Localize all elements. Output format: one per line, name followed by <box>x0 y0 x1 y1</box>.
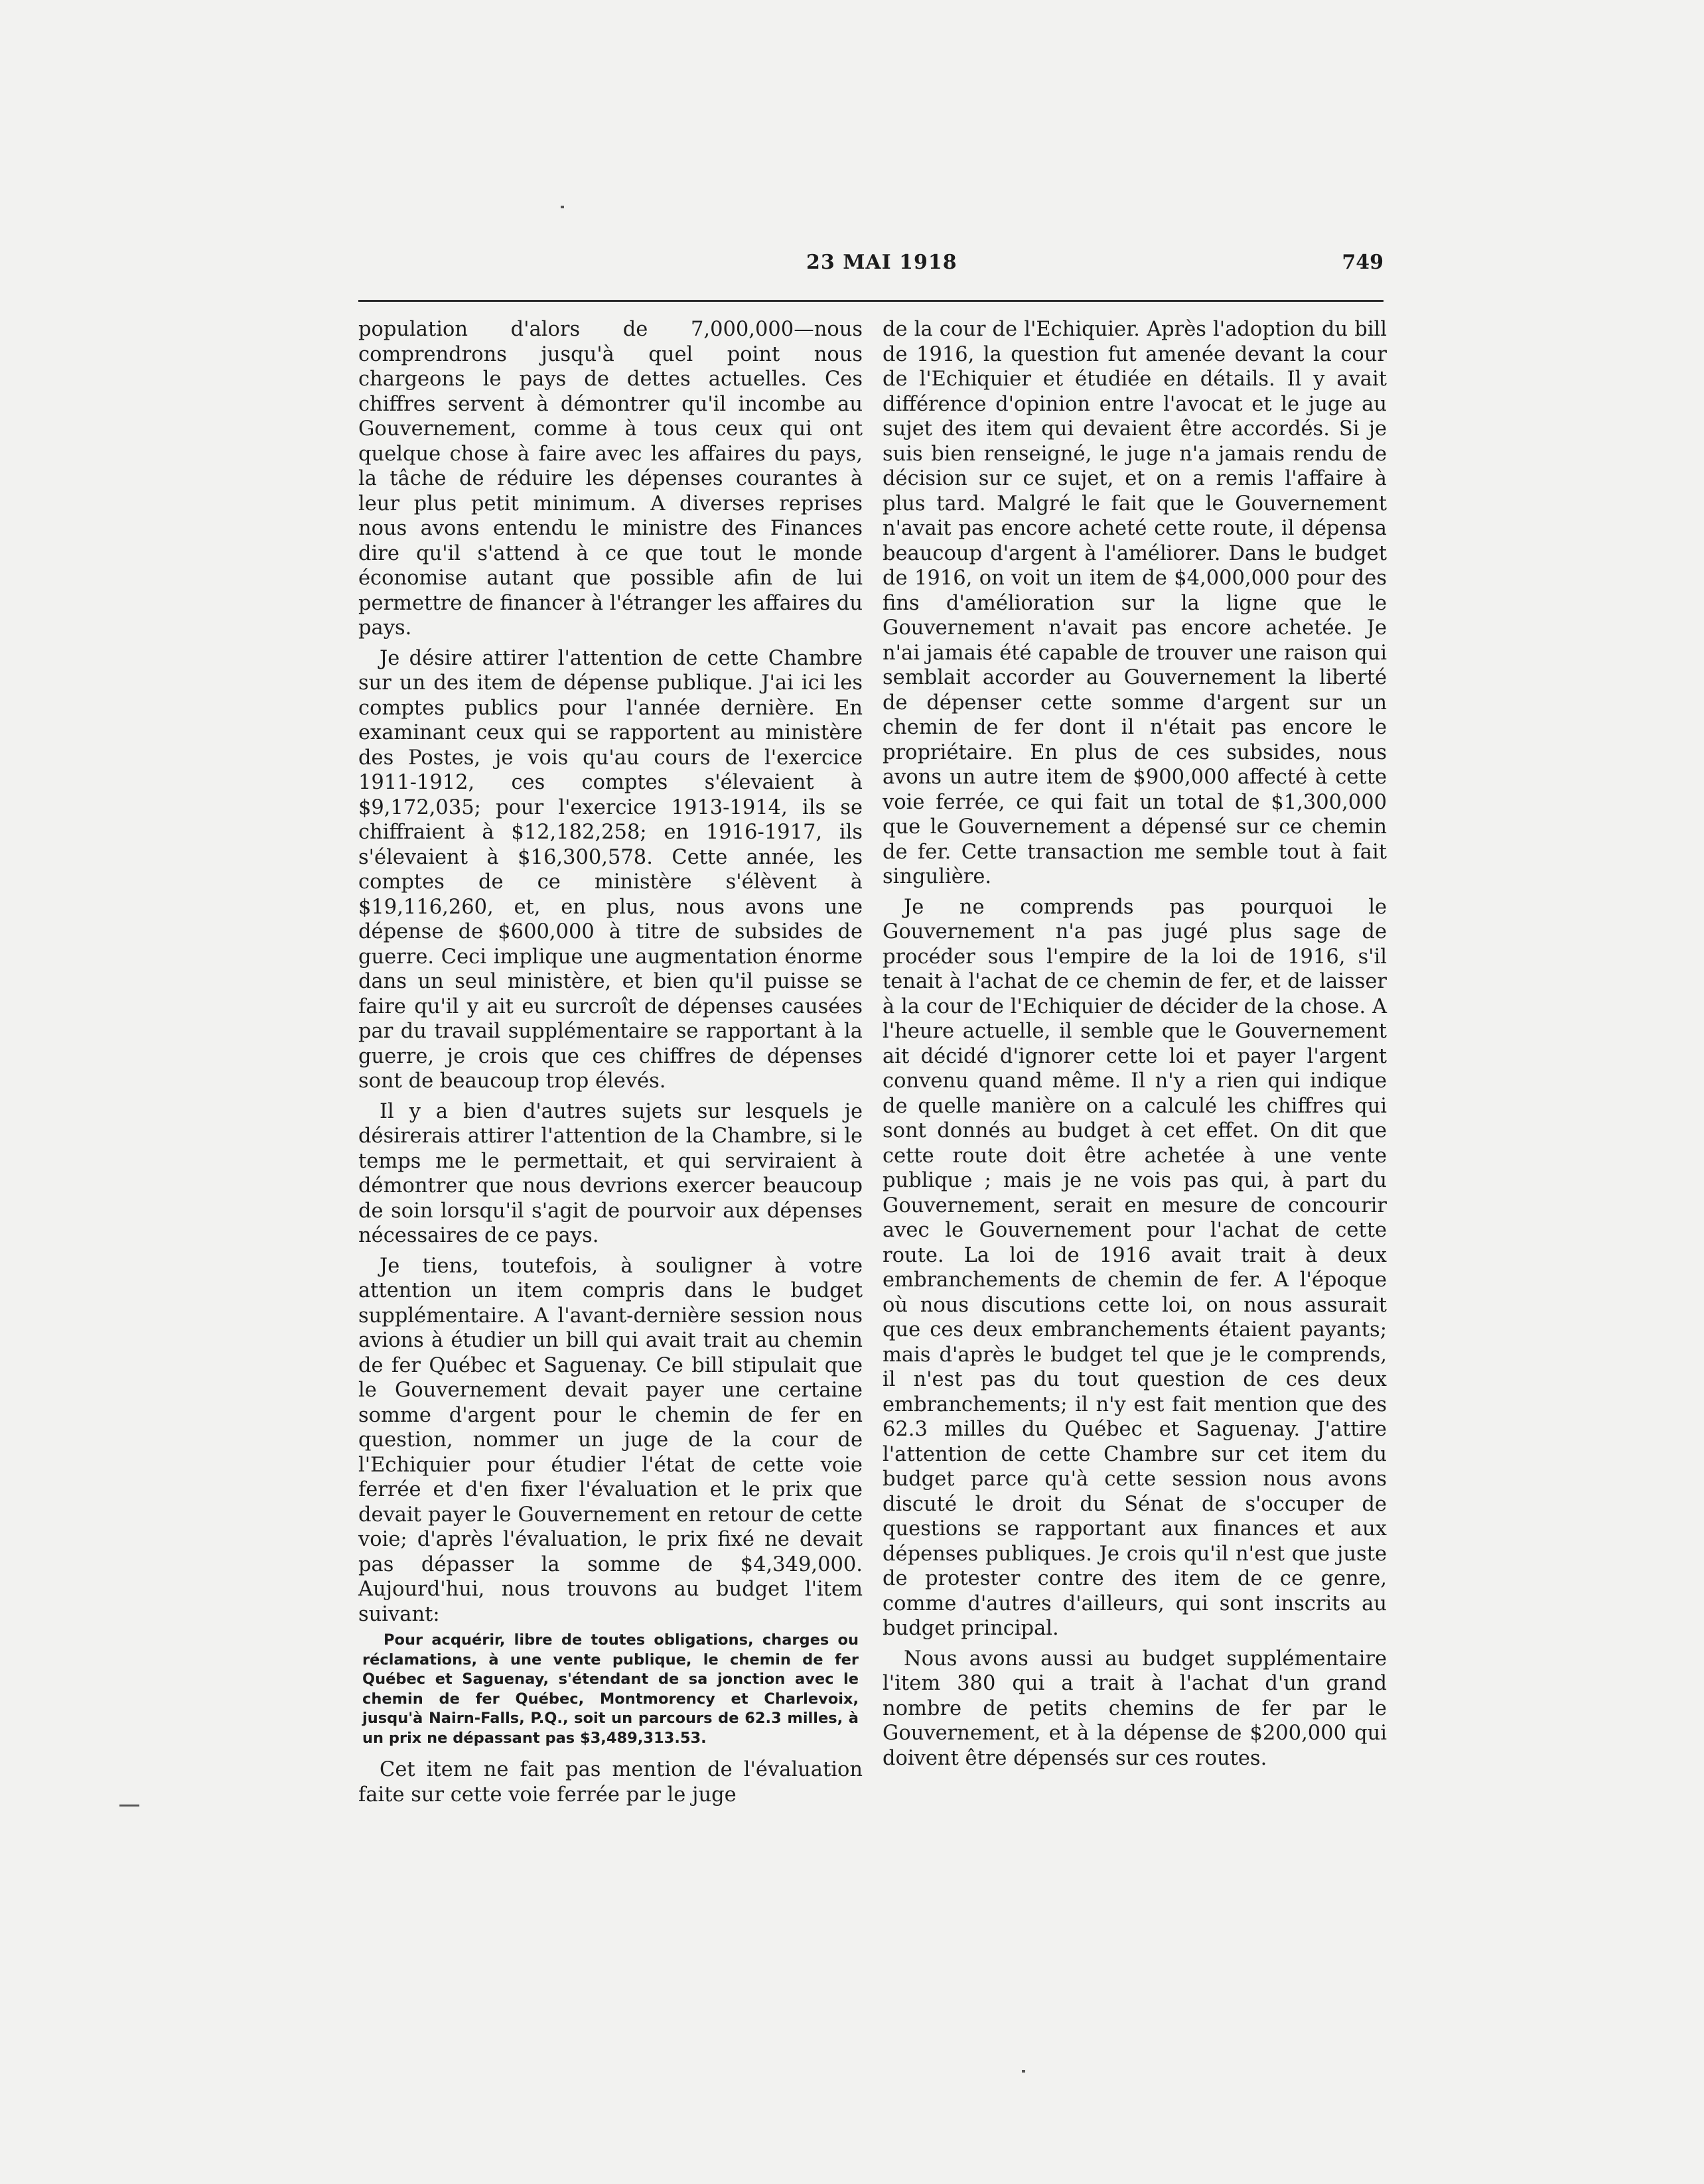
paragraph: Nous avons aussi au budget supplémentaire l'item 380 qui a trait à l'achat d'un grand nombre de petits chemins de fer par le Gouvernement, et à la dépense de $200,000 qui doivent être dépensés sur ces routes. <box>883 1647 1387 1770</box>
scan-speck <box>119 1805 139 1807</box>
paragraph: population d'alors de 7,000,000—nous comprendrons jusqu'à quel point nous chargeons le pays de dettes actuelles. Ces chiffres servent à démontrer qu'il incombe au Gouvernement, comme à tous ceux qui ont quelque chose à faire avec les affaires du pays, la tâche de réduire les dépenses courantes à leur plus petit minimum. A diverses reprises nous avons entendu le ministre des Finances dire qu'il s'attend à ce que tout le monde économise autant que possible afin de lui permettre de financer à l'étranger les affaires du pays. <box>358 318 863 640</box>
paragraph: Je tiens, toutefois, à souligner à votre attention un item compris dans le budget supplémentaire. A l'avant-dernière session nous avions à étudier un bill qui avait trait au chemin de fer Québec et Saguenay. Ce bill stipulait que le Gouvernement devait payer une certaine somme d'argent pour le chemin de fer en question, nommer un juge de la cour de l'Echiquier pour étudier l'état de cette voie ferrée et d'en fixer l'évaluation et le prix que devait payer le Gouvernement en retour de cette voie; d'après l'évaluation, le prix fixé ne devait pas dépasser la somme de $4,349,000. Aujourd'hui, nous trouvons au budget l'item suivant: <box>358 1254 863 1626</box>
left-column <box>358 317 863 1807</box>
paragraph: Je ne comprends pas pourquoi le Gouvernement n'a pas jugé plus sage de procéder sous l'empire de la loi de 1916, s'il tenait à l'achat de ce chemin de fer, et de laisser à la cour de l'Echiquier de décider de la chose. A l'heure actuelle, il semble que le Gouvernement ait décidé d'ignorer cette loi et payer l'argent convenu quand même. Il n'y a rien qui indique de quelle manière on a calculé les chiffres qui sont donnés au budget à cet effet. On dit que cette route doit être achetée à une vente publique ; mais je ne vois pas qui, à part du Gouvernement, serait en mesure de concourir avec le Gouvernement pour l'achat de cette route. La loi de 1916 avait trait à deux embranchements de chemin de fer. A l'époque où nous discutions cette loi, on nous assurait que ces deux embranchements étaient payants; mais d'après le budget tel que je le comprends, il n'est pas du tout question de ces deux embranchements; il n'y est fait mention que des 62.3 milles du Québec et Saguenay. J'attire l'attention de cette Chambre sur cet item du budget parce qu'à cette session nous avons discuté le droit du Sénat de s'occuper de questions se rapportant aux finances et aux dépenses publiques. Je crois qu'il n'est que juste de protester contre des item de ce genre, comme d'autres d'ailleurs, qui sont inscrits au budget principal. <box>883 895 1387 1640</box>
paragraph: Cet item ne fait pas mention de l'évaluation faite sur cette voie ferrée par le juge <box>358 1758 863 1807</box>
paragraph: Il y a bien d'autres sujets sur lesquels je désirerais attirer l'attention de la Chambre, si le temps me le permettait, et qui serviraient à démontrer que nous devrions exercer beaucoup de soin lorsqu'il s'agit de pourvoir aux dépenses nécessaires de ce pays. <box>358 1099 863 1247</box>
scan-speck <box>1022 2070 1025 2073</box>
header-rule <box>358 300 1384 302</box>
right-column <box>883 317 1387 1771</box>
header-date: 23 MAI 1918 <box>806 251 958 274</box>
paragraph: Je désire attirer l'attention de cette Chambre sur un des item de dépense publique. J'ai ici les comptes publics pour l'année dernière. En examinant ceux qui se rapportent au ministère des Postes, je vois qu'au cours de l'exercice 1911-1912, ces comptes s'élevaient à $9,172,035; pour l'exercice 1913-1914, ils se chiffraient à $12,182,258; en 1916-1917, ils s'élevaient à $16,300,578. Cette année, les comptes de ce ministère s'élèvent à $19,116,260, et, en plus, nous avons une dépense de $600,000 à titre de subsides de guerre. Ceci implique une augmentation énorme dans un seul ministère, et bien qu'il puisse se faire qu'il y ait eu surcroît de dépenses causées par du travail supplémentaire se rapportant à la guerre, je crois que ces chiffres de dépenses sont de beaucoup trop élevés. <box>358 646 863 1093</box>
scan-speck <box>561 206 564 208</box>
page-header <box>358 251 1384 284</box>
paragraph: de la cour de l'Echiquier. Après l'adoption du bill de 1916, la question fut amenée devant la cour de l'Echiquier et étudiée en détails. Il y avait différence d'opinion entre l'avocat et le juge au sujet des item qui devaient être accordés. Si je suis bien renseigné, le juge n'a jamais rendu de décision sur ce sujet, et on a remis l'affaire à plus tard. Malgré le fait que le Gouvernement n'avait pas encore acheté cette route, il dépensa beaucoup d'argent à l'améliorer. Dans le budget de 1916, on voit un item de $4,000,000 pour des fins d'amélioration sur la ligne que le Gouvernement n'avait pas encore achetée. Je n'ai jamais été capable de trouver une raison qui semblait accorder au Gouvernement la liberté de dépenser cette somme d'argent sur un chemin de fer dont il n'était pas encore le propriétaire. En plus de ces subsides, nous avons un autre item de $900,000 affecté à cette voie ferrée, ce qui fait un total de $1,300,000 que le Gouvernement a dépensé sur ce chemin de fer. Cette transaction me semble tout à fait singulière. <box>883 318 1387 888</box>
budget-item-quote: Pour acquérir, libre de toutes obligations, charges ou réclamations, à une vente publique, le chemin de fer Québec et Saguenay, s'étendant de sa jonction avec le chemin de fer Québec, Montmorency et Charlevoix, jusqu'à Nairn-Falls, P.Q., soit un parcours de 62.3 milles, à un prix ne dépassant pas $3,489,313.53. <box>362 1631 859 1747</box>
page-number: 749 <box>1342 251 1384 274</box>
